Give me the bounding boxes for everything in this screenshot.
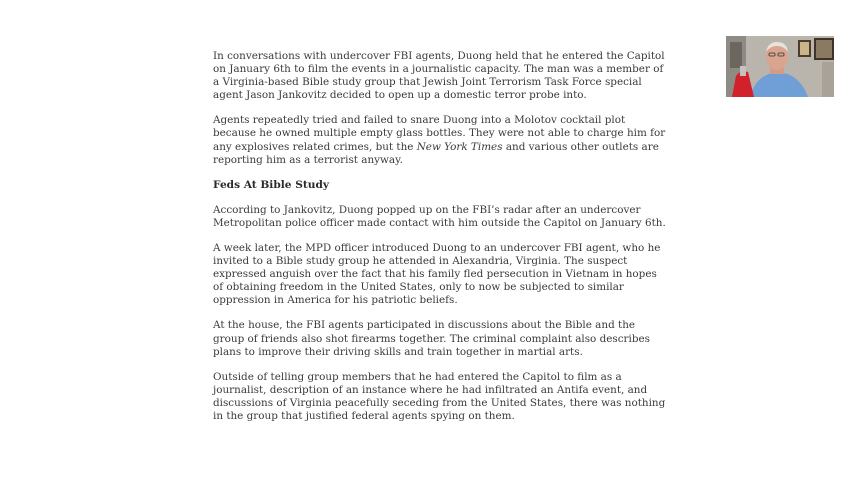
article-paragraph-5: At the house, the FBI agents participated in discussions about the Bible and the group of friends also shot firearms together. The criminal complaint also describes plans to improve their driving skills and train together in martial arts.	[213, 319, 650, 358]
section-heading: Feds At Bible Study	[213, 178, 330, 191]
webcam-image	[726, 36, 834, 97]
paragraph-2-text-start: Agents repeatedly tried and failed to snare Duong into a Molotov cocktail plot because he owned multiple empty glass bottles. They were not able to charge him for any explosives related crimes, but the	[213, 114, 666, 153]
publication-name: New York Times	[416, 140, 503, 153]
article-paragraph-4: A week later, the MPD officer introduced Duong to an undercover FBI agent, who he invited to a Bible study group he attended in Alexandria, Virginia. The suspect expressed anguish over the fact that his family fled persecution in Vietnam in hopes of obtaining freedom in the United States, only to now be subjected to similar oppression in America for his patriotic beliefs.	[213, 241, 661, 307]
article-body	[213, 50, 668, 435]
article-paragraph-2	[213, 114, 668, 166]
presenter-webcam-overlay	[726, 36, 834, 97]
article-paragraph-1: In conversations with undercover FBI agents, Duong held that he entered the Capitol on January 6th to film the events in a journalistic capacity. The man was a member of a Virginia-based Bible study group that Jewish Joint Terrorism Task Force special agent Jason Jankovitz decided to open up a domestic terror probe into.	[213, 50, 665, 102]
article-paragraph-3: According to Jankovitz, Duong popped up on the FBI’s radar after an undercover Metropolitan police officer made contact with him outside the Capitol on January 6th.	[213, 203, 666, 229]
article-paragraph-6: Outside of telling group members that he had entered the Capitol to film as a journalist, description of an instance where he had infiltrated an Antifa event, and discussions of Virginia peacefully seceding from the United States, there was nothing in the group that justified federal agents spying on them.	[213, 370, 666, 422]
paragraph-2-text-end: and various other outlets are reporting him as a terrorist anyway.	[213, 140, 659, 166]
